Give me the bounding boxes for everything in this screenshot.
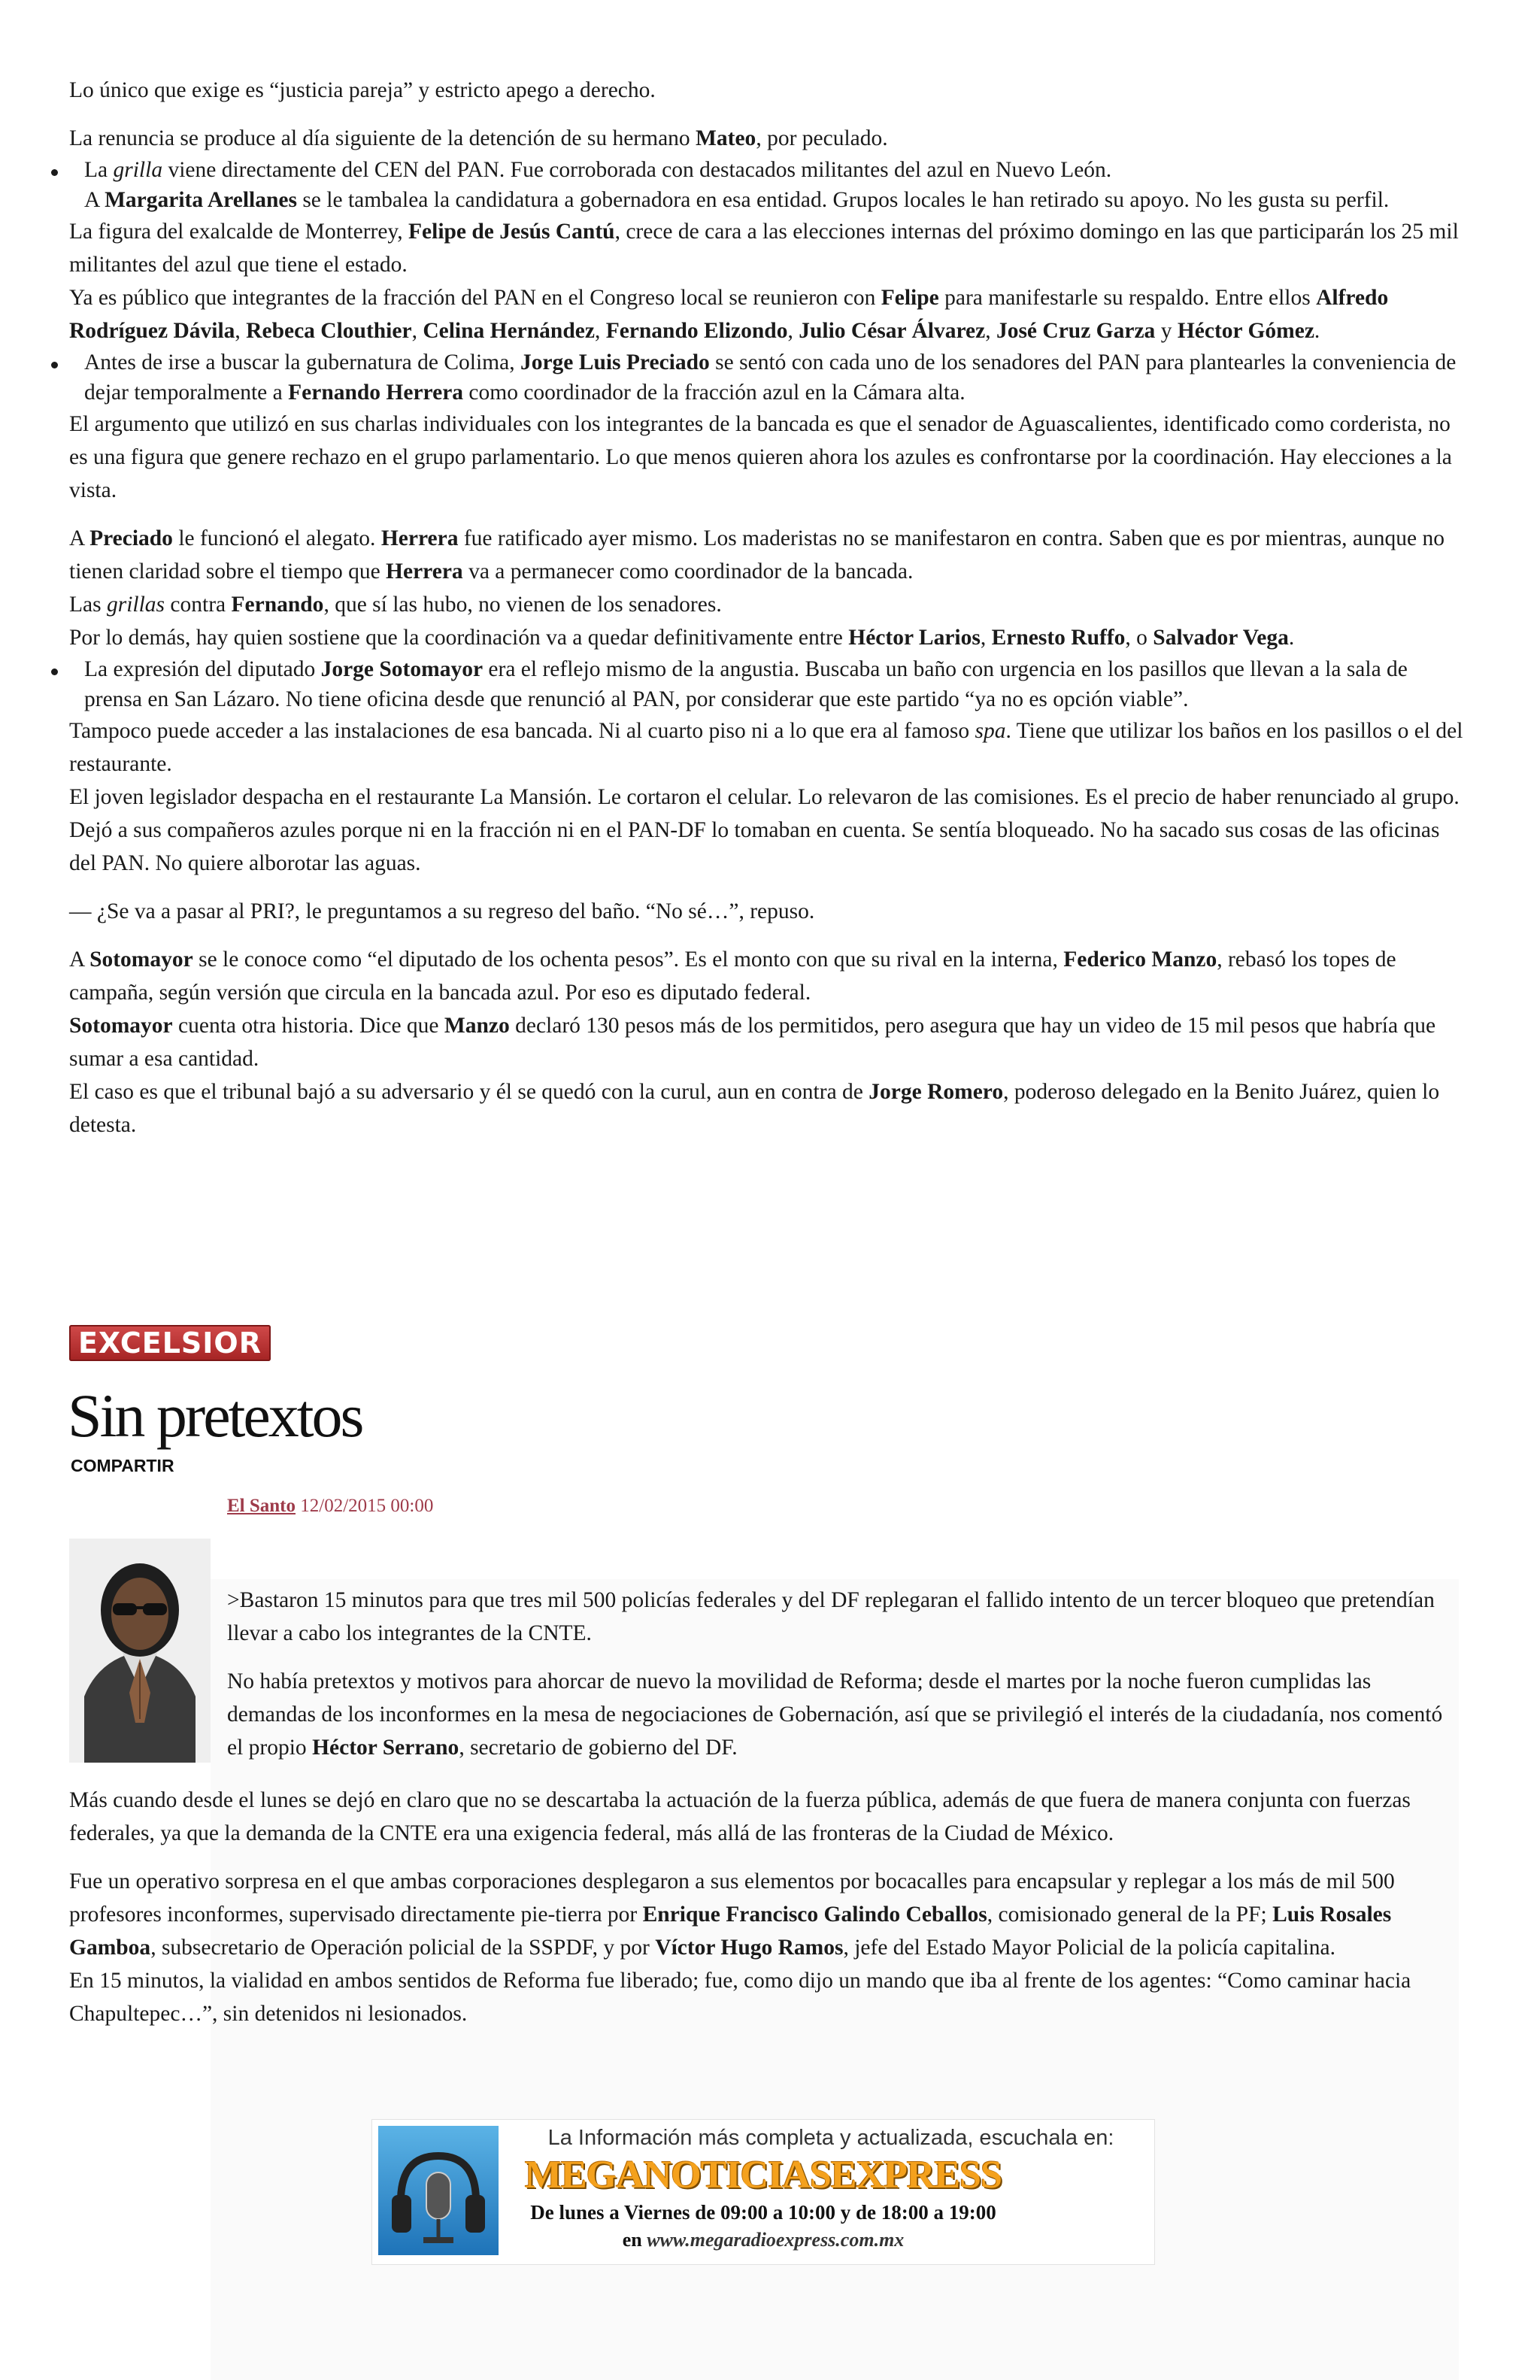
article-1-body	[69, 74, 1468, 1141]
paragraph: Más cuando desde el lunes se dejó en claro que no se descartaba la actuación de la fuerza pública, además de que fuera de manera conjunta con fuerzas federales, ya que la demanda de la CNTE era una exigencia federal, más allá de las fronteras de la Ciudad de México.	[69, 1788, 1411, 1845]
article-2-body	[69, 1784, 1468, 2030]
bullet-item: La grilla viene directamente del CEN del PAN. Fue corroborada con destacados militantes del azul en Nuevo León. A Margarita Arellanes se le tambalea la candidatura a gobernadora en esa entidad. Grupos locales le han retirado su apoyo. No les gusta su perfil.	[69, 155, 1468, 215]
paragraph: Sotomayor cuenta otra historia. Dice que Manzo declaró 130 pesos más de los permitidos, pero asegura que hay un video de 15 mil pesos que habría que sumar a esa cantidad.	[69, 1014, 1436, 1071]
paragraph: A Preciado le funcionó el alegato. Herrera fue ratificado ayer mismo. Los maderistas no se manifestaron en contra. Saben que es por mientras, aunque no tienen claridad sobre el tiempo que Herrera va a permanecer como coordinador de la bancada.	[69, 526, 1445, 584]
paragraph: El joven legislador despacha en el restaurante La Mansión. Le cortaron el celular. Lo relevaron de las comisiones. Es el precio de haber renunciado al grupo. Dejó a sus compañeros azules porque ni en la fracción ni en el PAN-DF lo tomaban en cuenta. Se sentía bloqueado. No ha sacado sus cosas de las oficinas del PAN. No quiere alborotar las aguas.	[69, 785, 1460, 875]
paragraph: Ya es público que integrantes de la fracción del PAN en el Congreso local se reunieron con Felipe para manifestarle su respaldo. Entre ellos Alfredo Rodríguez Dávila, Rebeca Clouthier, Celina Hernández, Fernando Elizondo, Julio César Álvarez, José Cruz Garza y Héctor Gómez.	[69, 286, 1389, 343]
paragraph: No había pretextos y motivos para ahorcar de nuevo la movilidad de Reforma; desde el martes por la noche fueron cumplidas las demandas de los inconformes en la mesa de negociaciones de Gobernación, así que se privilegió el interés de la ciudadanía, nos comentó el propio Héctor Serrano, secretario de gobierno del DF.	[227, 1669, 1443, 1760]
article-title: Sin pretextos	[68, 1381, 362, 1450]
paragraph: El argumento que utilizó en sus charlas individuales con los integrantes de la bancada es que el senador de Aguascalientes, identificado como corderista, no es una figura que genere rechazo en el grupo parlamentario. Lo que menos quieren ahora los azules es confrontarse por la coordinación. Hay elecciones a la vista.	[69, 412, 1452, 502]
share-button[interactable]: COMPARTIR	[71, 1456, 174, 1475]
ad-tagline: La Información más completa y actualizada, escuchala en:	[547, 2126, 1114, 2150]
author-portrait-icon	[69, 1539, 211, 1763]
radio-ad-banner[interactable]	[371, 2119, 1155, 2265]
paragraph: Tampoco puede acceder a las instalaciones de esa bancada. Ni al cuarto piso ni a lo que era al famoso spa. Tiene que utilizar los baños en los pasillos o el del restaurante.	[69, 719, 1463, 776]
author-link[interactable]: El Santo	[227, 1496, 296, 1516]
paragraph: Por lo demás, hay quien sostiene que la coordinación va a quedar definitivamente entre Héctor Larios, Ernesto Ruffo, o Salvador Vega.	[69, 626, 1295, 650]
paragraph: Lo único que exige es “justicia pareja” y estricto apego a derecho.	[69, 78, 656, 102]
excelsior-logo[interactable]: EXCELSIOR	[69, 1325, 271, 1361]
article-2-intro	[227, 1584, 1460, 1764]
author-photo	[69, 1539, 211, 1763]
byline	[227, 1495, 433, 1517]
paragraph: Fue un operativo sorpresa en el que ambas corporaciones desplegaron a sus elementos por bocacalles para encapsular y replegar a los más de mil 500 profesores inconformes, supervisado directamente pie-tierra por Enrique Francisco Galindo Ceballos, comisionado general de la PF; Luis Rosales Gamboa, subsecretario de Operación policial de la SSPDF, y por Víctor Hugo Ramos, jefe del Estado Mayor Policial de la policía capitalina.	[69, 1869, 1395, 1960]
bullet-item: Antes de irse a buscar la gubernatura de Colima, Jorge Luis Preciado se sentó con cada uno de los senadores del PAN para plantearles la conveniencia de dejar temporalmente a Fernando Herrera como coordinador de la fracción azul en la Cámara alta.	[69, 347, 1468, 408]
paragraph: >Bastaron 15 minutos para que tres mil 500 policías federales y del DF replegaran el fallido intento de un tercer bloqueo que pretendían llevar a cabo los integrantes de la CNTE.	[227, 1588, 1435, 1645]
paragraph: Las grillas contra Fernando, que sí las hubo, no vienen de los senadores.	[69, 593, 722, 617]
ad-url[interactable]: en www.megaradioexpress.com.mx	[622, 2229, 905, 2251]
paragraph: La renuncia se produce al día siguiente de la detención de su hermano Mateo, por peculado.	[69, 126, 888, 150]
publish-date: 12/02/2015 00:00	[296, 1496, 434, 1516]
ad-schedule: De lunes a Viernes de 09:00 a 10:00 y de 18:00 a 19:00	[530, 2201, 996, 2224]
bullet-item: La expresión del diputado Jorge Sotomayor era el reflejo mismo de la angustia. Buscaba un baño con urgencia en los pasillos que llevan a la sala de prensa en San Lázaro. No tiene oficina desde que renunció al PAN, por considerar que este partido “ya no es opción viable”.	[69, 654, 1468, 714]
paragraph: El caso es que el tribunal bajó a su adversario y él se quedó con la curul, aun en contra de Jorge Romero, poderoso delegado en la Benito Juárez, quien lo detesta.	[69, 1080, 1440, 1137]
ad-brand: MEGANOTICIASEXPRESS	[524, 2154, 1002, 2197]
paragraph: A Sotomayor se le conoce como “el diputado de los ochenta pesos”. Es el monto con que su rival en la interna, Federico Manzo, rebasó los topes de campaña, según versión que circula en la bancada azul. Por eso es diputado federal.	[69, 947, 1396, 1005]
paragraph: La figura del exalcalde de Monterrey, Felipe de Jesús Cantú, crece de cara a las elecciones internas del próximo domingo en las que participarán los 25 mil militantes del azul que tiene el estado.	[69, 220, 1459, 277]
paragraph: — ¿Se va a pasar al PRI?, le preguntamos a su regreso del baño. “No sé…”, repuso.	[69, 899, 815, 923]
headphones-microphone-icon	[378, 2126, 499, 2255]
paragraph: En 15 minutos, la vialidad en ambos sentidos de Reforma fue liberado; fue, como dijo un mando que iba al frente de los agentes: “Como caminar hacia Chapultepec…”, sin detenidos ni lesionados.	[69, 1969, 1411, 2026]
